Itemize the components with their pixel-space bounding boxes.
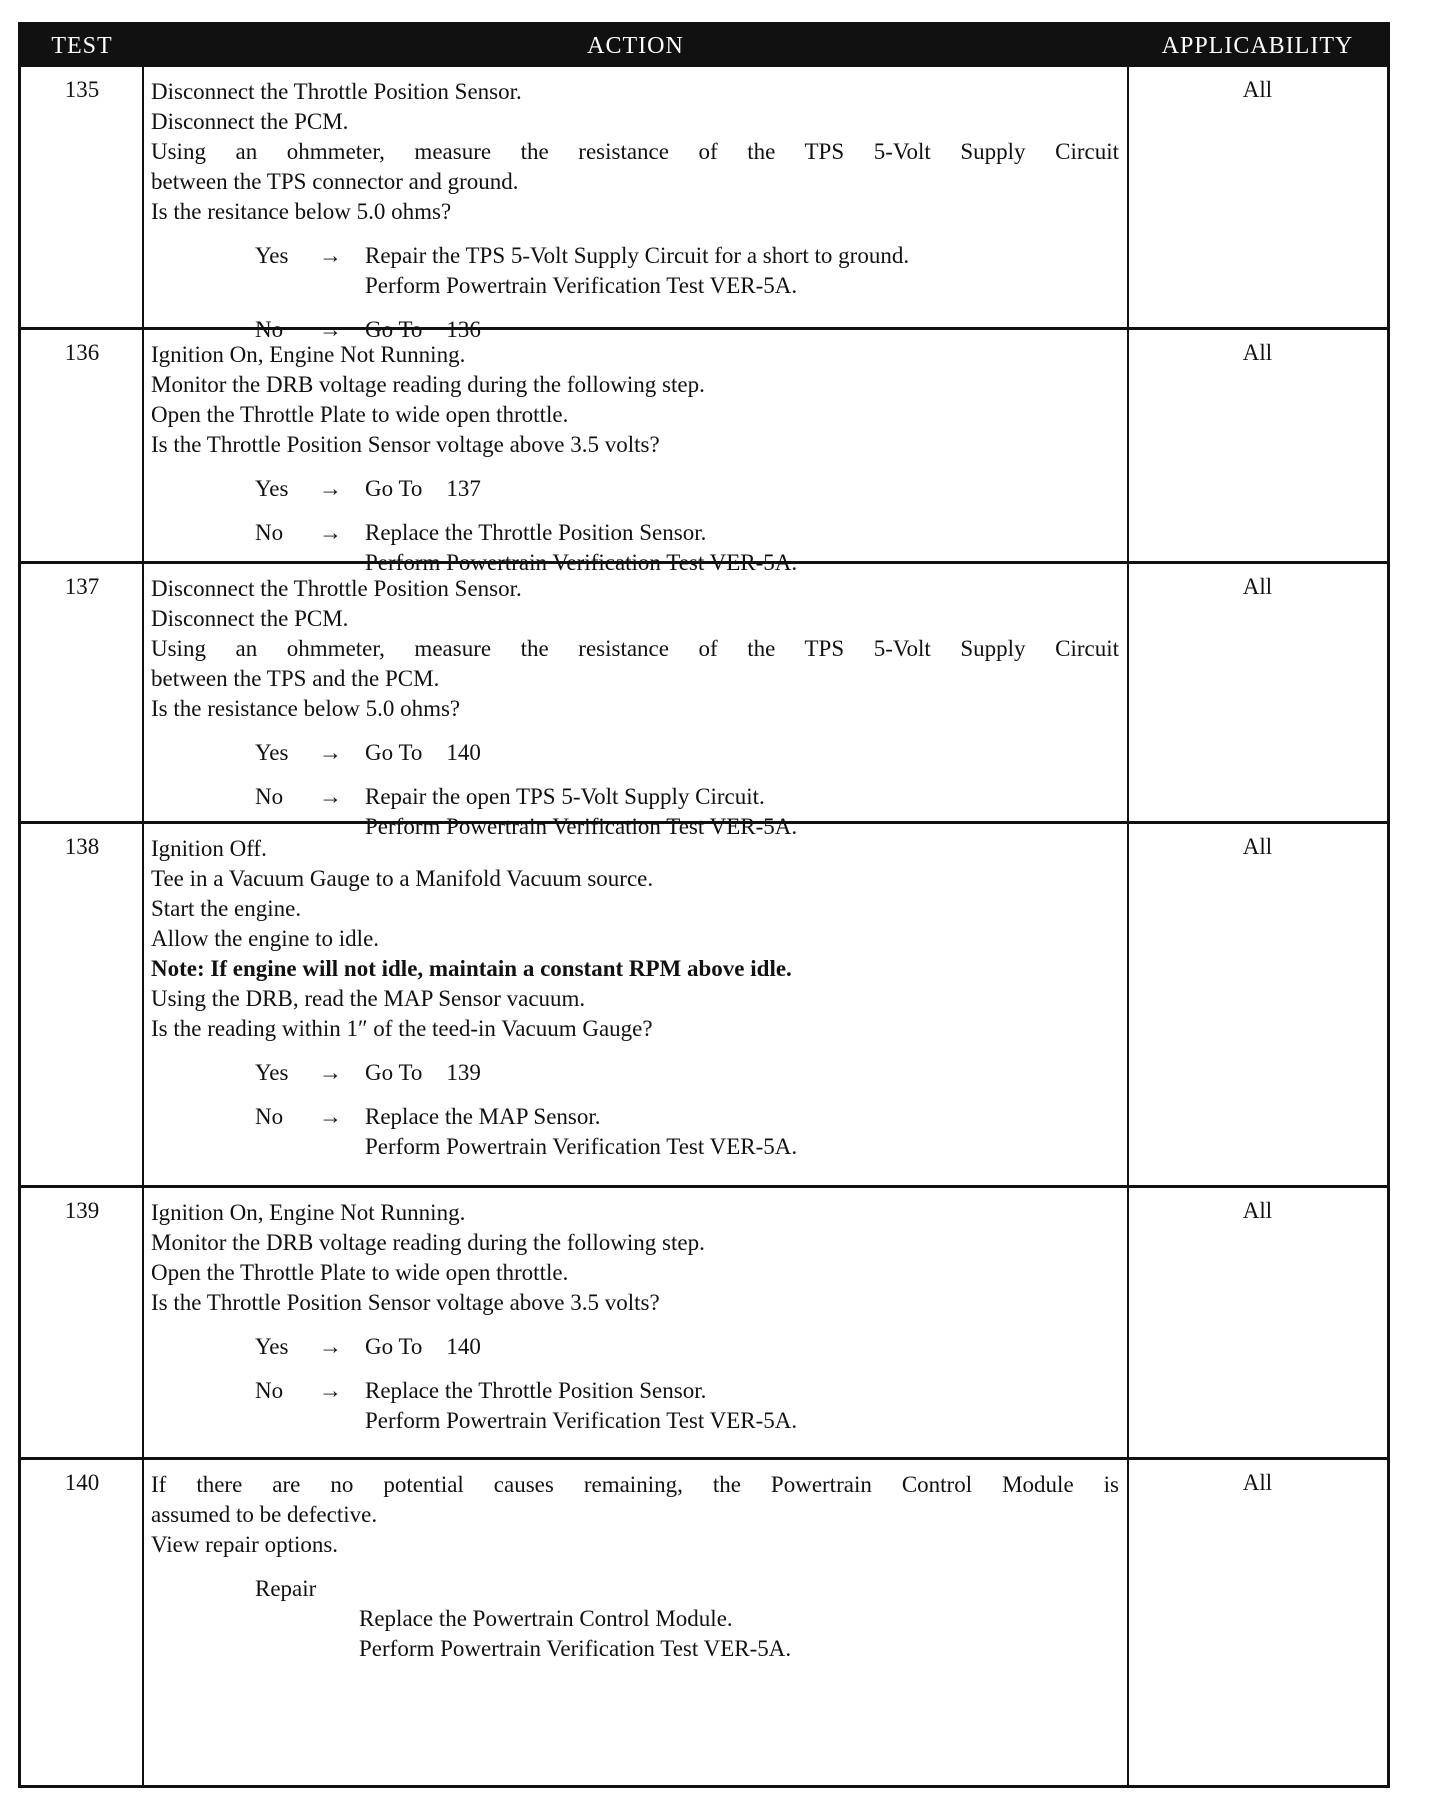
yes-label: Yes [255, 243, 289, 268]
goto-number: 140 [446, 740, 481, 765]
table-row-140 [21, 1457, 1387, 1785]
yes-answer [255, 1058, 1119, 1088]
table-row-137 [21, 561, 1387, 839]
applicability: All [1242, 77, 1273, 102]
action-line: Ignition On, Engine Not Running. [151, 342, 466, 367]
arrow-right-icon: → [319, 784, 342, 809]
no-text-2: Perform Powertrain Verification Test VER-5A. [365, 1408, 798, 1433]
action-cell [151, 834, 1119, 1162]
applicability: All [1242, 574, 1273, 599]
goto-number: 139 [446, 1060, 481, 1085]
action-line: Open the Throttle Plate to wide open throttle. [151, 1260, 569, 1285]
table-row-138 [21, 821, 1387, 1185]
yes-label: Yes [255, 1334, 289, 1359]
no-text-2: Perform Powertrain Verification Test VER-5A. [365, 550, 798, 575]
test-number: 139 [64, 1198, 100, 1223]
action-line: between the TPS and the PCM. [151, 666, 440, 691]
applicability: All [1242, 1198, 1273, 1223]
yes-label: Yes [255, 740, 289, 765]
applicability: All [1242, 340, 1273, 365]
goto-label: Go To [365, 1334, 423, 1359]
repair-text: Replace the Powertrain Control Module. [359, 1606, 733, 1631]
action-cell [151, 1470, 1119, 1664]
goto-label: Go To [365, 1060, 423, 1085]
action-line: Monitor the DRB voltage reading during the following step. [151, 1230, 705, 1255]
arrow-right-icon: → [319, 1104, 342, 1129]
yes-answer [255, 738, 1119, 768]
header-action: ACTION [587, 33, 684, 59]
repair-label: Repair [255, 1576, 317, 1601]
yes-answer [255, 474, 1119, 504]
no-text: Replace the Throttle Position Sensor. [365, 520, 707, 545]
action-line: between the TPS connector and ground. [151, 169, 519, 194]
action-line: Start the engine. [151, 896, 302, 921]
action-line: Is the resitance below 5.0 ohms? [151, 199, 452, 224]
action-cell [151, 1198, 1119, 1436]
action-line: View repair options. [151, 1532, 339, 1557]
goto-label: Go To [365, 476, 423, 501]
yes-label: Yes [255, 1060, 289, 1085]
action-line: Ignition Off. [151, 836, 267, 861]
goto-number: 136 [446, 317, 481, 342]
action-cell [151, 77, 1119, 345]
goto-label: Go To [365, 317, 423, 342]
applicability: All [1242, 834, 1273, 859]
test-number: 140 [64, 1470, 100, 1495]
no-text-2: Perform Powertrain Verification Test VER-5A. [365, 1134, 798, 1159]
goto-link[interactable] [365, 1058, 481, 1088]
yes-answer [255, 241, 1119, 301]
arrow-right-icon: → [319, 317, 342, 342]
action-line: Ignition On, Engine Not Running. [151, 1200, 466, 1225]
yes-text: Repair the TPS 5-Volt Supply Circuit for a short to ground. [365, 243, 910, 268]
arrow-right-icon: → [319, 476, 342, 501]
no-answer [255, 1102, 1119, 1162]
arrow-right-icon: → [319, 1060, 342, 1085]
action-line: Disconnect the Throttle Position Sensor. [151, 576, 522, 601]
goto-label: Go To [365, 740, 423, 765]
action-line: Is the reading within 1″ of the teed-in Vacuum Gauge? [151, 1016, 653, 1041]
no-text-2: Perform Powertrain Verification Test VER-5A. [365, 814, 798, 839]
no-label: No [255, 1378, 284, 1403]
action-line: Using an ohmmeter, measure the resistance of the TPS 5-Volt Supply Circuit [151, 636, 1119, 661]
no-text: Replace the MAP Sensor. [365, 1104, 601, 1129]
goto-number: 137 [446, 476, 481, 501]
yes-answer [255, 1332, 1119, 1362]
test-number: 135 [64, 77, 100, 102]
no-label: No [255, 784, 284, 809]
action-line: Allow the engine to idle. [151, 926, 380, 951]
no-answer [255, 1376, 1119, 1436]
table-row-135 [21, 67, 1387, 342]
arrow-right-icon: → [319, 243, 342, 268]
action-line: Using the DRB, read the MAP Sensor vacuum. [151, 986, 586, 1011]
table-header [21, 25, 1387, 67]
action-line: Open the Throttle Plate to wide open throttle. [151, 402, 569, 427]
yes-text-2: Perform Powertrain Verification Test VER-5A. [365, 273, 798, 298]
action-line: Disconnect the Throttle Position Sensor. [151, 79, 522, 104]
action-line: Is the Throttle Position Sensor voltage above 3.5 volts? [151, 432, 660, 457]
no-label: No [255, 520, 284, 545]
header-applicability: APPLICABILITY [1161, 33, 1354, 59]
action-line: Is the Throttle Position Sensor voltage above 3.5 volts? [151, 1290, 660, 1315]
goto-link[interactable] [365, 474, 481, 504]
action-cell [151, 574, 1119, 842]
repair-options [255, 1574, 1119, 1664]
test-number: 136 [64, 340, 100, 365]
arrow-right-icon: → [319, 1334, 342, 1359]
table-row-139 [21, 1185, 1387, 1457]
arrow-right-icon: → [319, 1378, 342, 1403]
arrow-right-icon: → [319, 740, 342, 765]
no-text: Repair the open TPS 5-Volt Supply Circuit. [365, 784, 765, 809]
action-line: Disconnect the PCM. [151, 109, 349, 134]
goto-link[interactable] [365, 738, 481, 768]
no-text: Replace the Throttle Position Sensor. [365, 1378, 707, 1403]
action-line: Using an ohmmeter, measure the resistance of the TPS 5-Volt Supply Circuit [151, 139, 1119, 164]
note-line: Note: If engine will not idle, maintain a constant RPM above idle. [151, 956, 792, 981]
repair-text-2: Perform Powertrain Verification Test VER-5A. [359, 1636, 792, 1661]
action-line: assumed to be defective. [151, 1502, 378, 1527]
diagnostic-table [18, 22, 1390, 1788]
action-line: Is the resistance below 5.0 ohms? [151, 696, 461, 721]
no-label: No [255, 1104, 284, 1129]
arrow-right-icon: → [319, 520, 342, 545]
no-label: No [255, 317, 284, 342]
goto-number: 140 [446, 1334, 481, 1359]
applicability: All [1242, 1470, 1273, 1495]
action-line: If there are no potential causes remaining, the Powertrain Control Module is [151, 1472, 1119, 1497]
header-test: TEST [51, 33, 113, 59]
action-cell [151, 340, 1119, 578]
action-line: Disconnect the PCM. [151, 606, 349, 631]
table-row-136 [21, 327, 1387, 575]
test-number: 137 [64, 574, 100, 599]
goto-link[interactable] [365, 1332, 481, 1362]
yes-label: Yes [255, 476, 289, 501]
test-number: 138 [64, 834, 100, 859]
action-line: Monitor the DRB voltage reading during the following step. [151, 372, 705, 397]
action-line: Tee in a Vacuum Gauge to a Manifold Vacuum source. [151, 866, 654, 891]
